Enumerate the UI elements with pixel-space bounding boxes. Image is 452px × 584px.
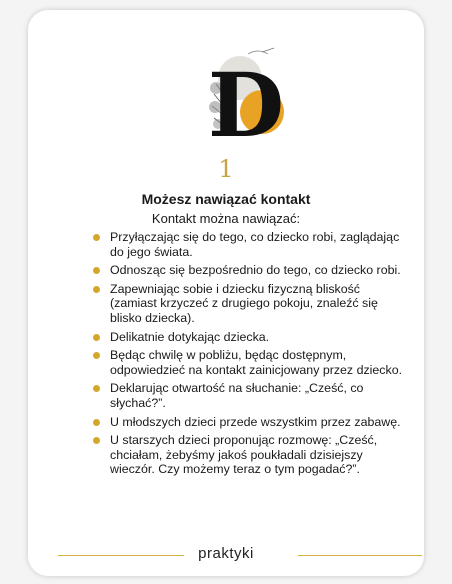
list-item: Zapewniając sobie i dziecku fizyczną bliskość (zamiast krzyczeć z drugiego pokoju, znaleźć się blisko dziecka). <box>93 282 403 326</box>
list-item: U młodszych dzieci przede wszystkim przez zabawę. <box>93 415 403 430</box>
card-footer <box>28 545 424 565</box>
card-title: Możesz nawiązać kontakt <box>141 191 311 207</box>
practice-card <box>28 10 424 576</box>
footer-label: praktyki <box>198 545 254 562</box>
list-item: Deklarując otwartość na słuchanie: „Cześć, co słychać?”. <box>93 381 403 410</box>
list-item: Przyłączając się do tego, co dziecko robi, zaglądając do jego świata. <box>93 230 403 259</box>
card-number: 1 <box>218 155 234 183</box>
list-item: U starszych dzieci proponując rozmowę: „Cześć, chciałam, żebyśmy jakoś poukładali dzisiejszy wieczór. Czy możemy teraz o tym pogadać?”. <box>93 433 403 477</box>
list-item: Odnosząc się bezpośrednio do tego, co dziecko robi. <box>93 263 403 278</box>
footer-divider-right <box>298 555 422 556</box>
emblem-letter: D <box>207 53 285 144</box>
list-item: Delikatnie dotykając dziecka. <box>93 330 403 345</box>
letter-d-emblem <box>196 44 296 144</box>
practice-list <box>93 230 403 481</box>
card-intro: Kontakt można nawiązać: <box>151 211 301 226</box>
list-item: Będąc chwilę w pobliżu, będąc dostępnym, odpowiedzieć na kontakt zainicjowany przez dziecko. <box>93 348 403 377</box>
